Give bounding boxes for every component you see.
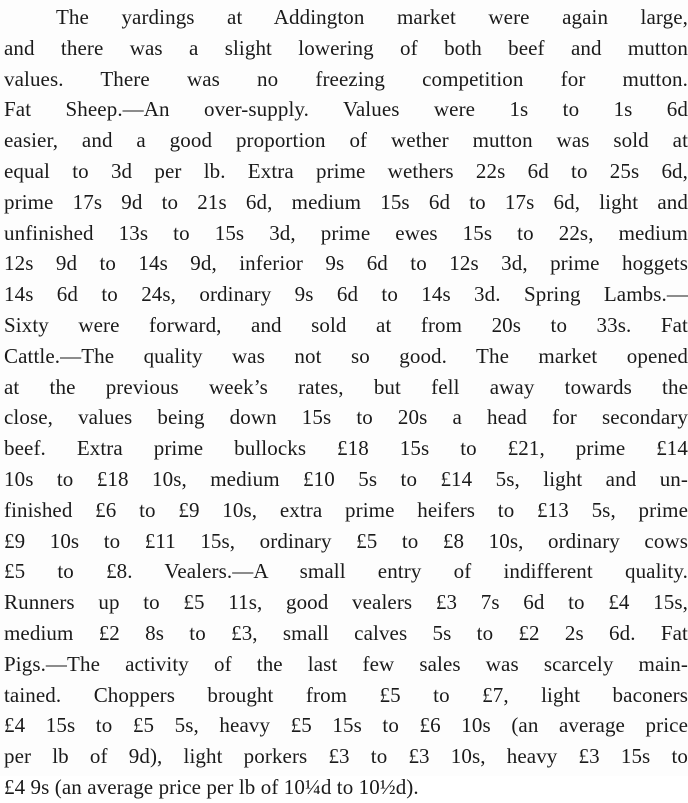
market-report-paragraph	[4, 2, 688, 803]
text-line: 12s 9d to 14s 9d, inferior 9s 6d to 12s 3d, prime hoggets	[4, 251, 688, 276]
text-line: values. There was no freezing competition for mutton.	[4, 66, 688, 91]
text-line: and there was a slight lowering of both beef and mutton	[4, 35, 688, 60]
text-line: Pigs.—The activity of the last few sales was scarcely main-	[4, 651, 688, 676]
text-line: £5 to £8. Vealers.—A small entry of indifferent quality.	[4, 559, 688, 584]
text-line: The yardings at Addington market were again large,	[56, 5, 688, 29]
text-line: close, values being down 15s to 20s a head for secondary	[4, 405, 688, 430]
text-line: finished £6 to £9 10s, extra prime heifers to £13 5s, prime	[4, 497, 688, 522]
text-line: £4 9s (an average price per lb of 10¼d to 10½d).	[4, 774, 419, 799]
text-line: unfinished 13s to 15s 3d, prime ewes 15s to 22s, medium	[4, 220, 688, 245]
text-line: 14s 6d to 24s, ordinary 9s 6d to 14s 3d. Spring Lambs.—	[4, 282, 688, 307]
text-line: prime 17s 9d to 21s 6d, medium 15s 6d to 17s 6d, light and	[4, 189, 688, 214]
text-line: tained. Choppers brought from £5 to £7, light baconers	[4, 682, 688, 707]
text-line: Cattle.—The quality was not so good. The market opened	[4, 343, 688, 368]
text-line: equal to 3d per lb. Extra prime wethers 22s 6d to 25s 6d,	[4, 158, 688, 183]
text-line: £9 10s to £11 15s, ordinary £5 to £8 10s, ordinary cows	[4, 528, 688, 553]
text-line: per lb of 9d), light porkers £3 to £3 10s, heavy £3 15s to	[4, 744, 688, 769]
text-line: medium £2 8s to £3, small calves 5s to £2 2s 6d. Fat	[4, 620, 688, 645]
text-line: easier, and a good proportion of wether mutton was sold at	[4, 128, 688, 153]
text-line: Sixty were forward, and sold at from 20s to 33s. Fat	[4, 312, 688, 337]
text-line: beef. Extra prime bullocks £18 15s to £21, prime £14	[4, 436, 688, 461]
text-line: at the previous week’s rates, but fell away towards the	[4, 374, 688, 399]
text-line: 10s to £18 10s, medium £10 5s to £14 5s, light and un-	[4, 466, 688, 491]
text-line: Runners up to £5 11s, good vealers £3 7s 6d to £4 15s,	[4, 590, 688, 615]
text-line: £4 15s to £5 5s, heavy £5 15s to £6 10s (an average price	[4, 713, 688, 738]
text-line: Fat Sheep.—An over-supply. Values were 1s to 1s 6d	[4, 97, 688, 122]
